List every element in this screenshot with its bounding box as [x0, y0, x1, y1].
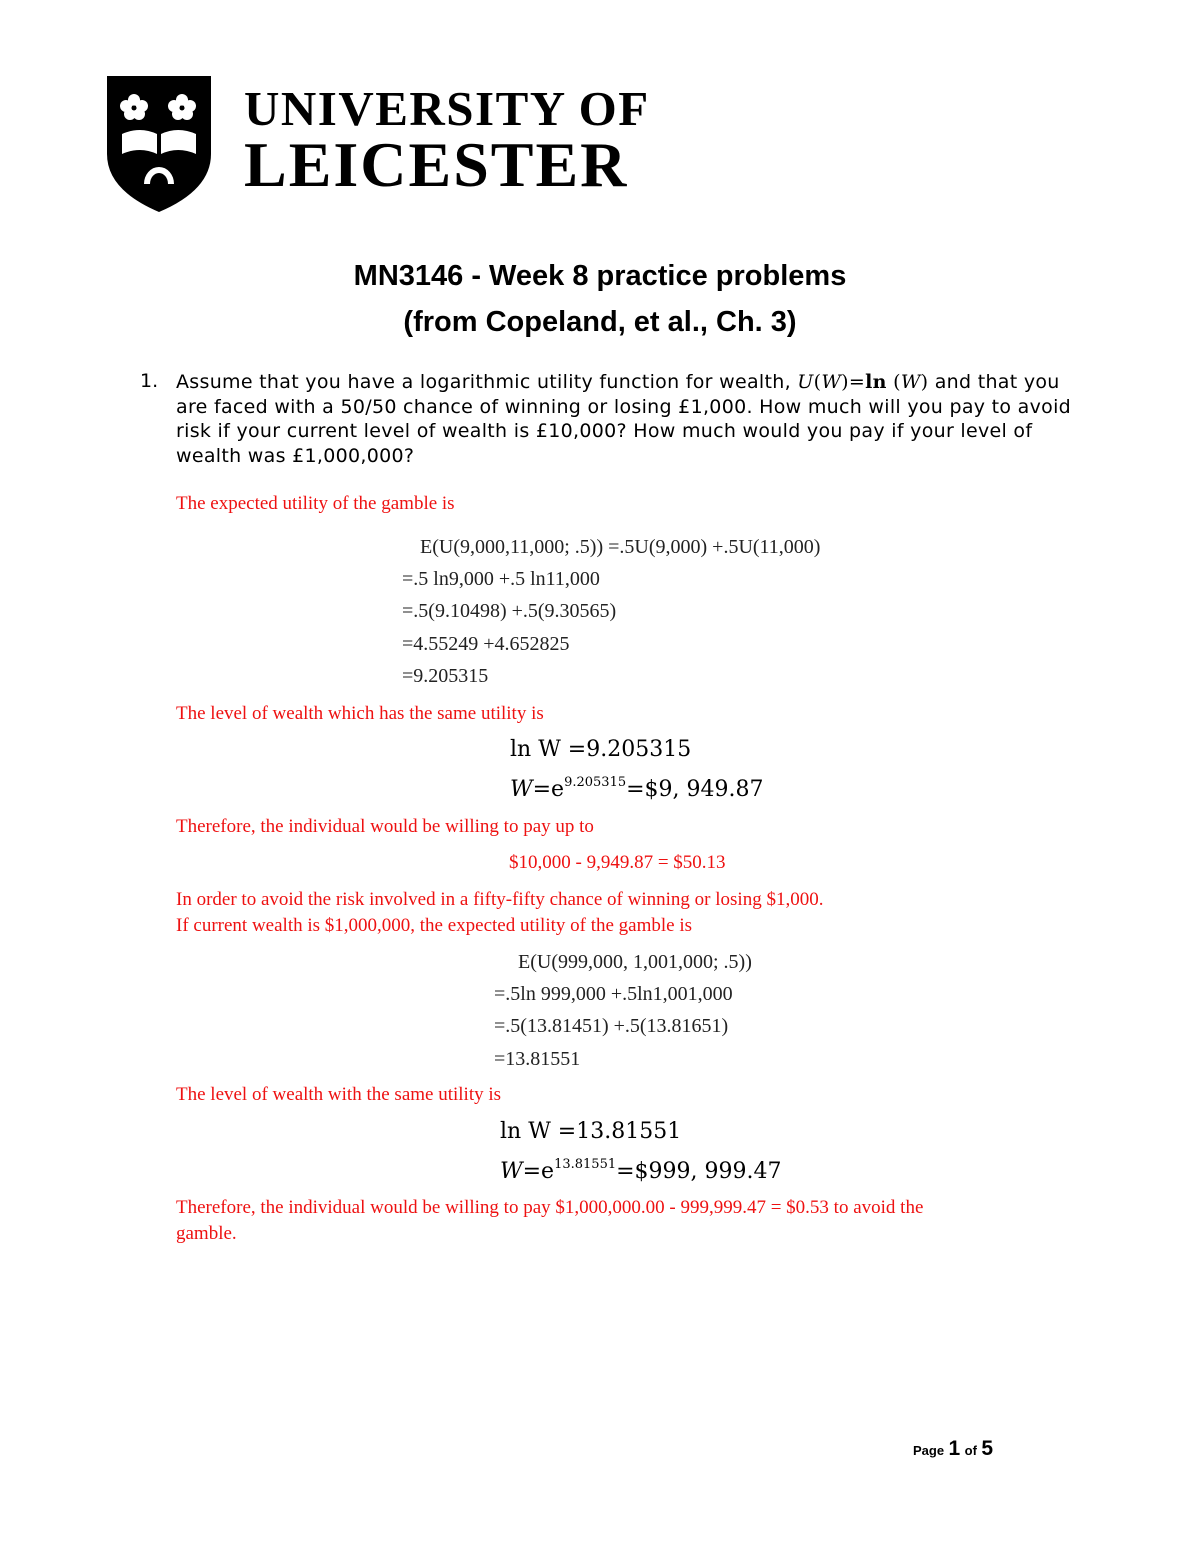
question-text-part-a: Assume that you have a logarithmic utility function for wealth,: [176, 371, 791, 393]
therefore-text-2-cont: gamble.: [176, 1223, 237, 1244]
formula-equals: =: [848, 371, 866, 393]
ln-w-equation: ln W =9.205315: [510, 737, 692, 762]
logo-leicester: LEICESTER: [244, 129, 629, 200]
equation-line: =.5 ln9,000 +.5 ln11,000: [402, 568, 600, 590]
current-wealth-text: If current wealth is $1,000,000, the expected utility of the gamble is: [176, 915, 693, 936]
avoid-risk-text: In order to avoid the risk involved in a fifty-fifty chance of winning or losing $1,000.: [176, 889, 824, 910]
w-symbol: W: [510, 777, 533, 802]
w-exp-equation: [510, 776, 764, 801]
wealth-result: =$9, 949.87: [626, 777, 764, 802]
question-text-part-b: and: [934, 371, 972, 393]
equation-line: E(U(9,000,11,000; .5)) =.5U(9,000) +.5U(11,000): [420, 536, 821, 558]
question-text: Assume that you have a logarithmic utility function for wealth, U(W)=ln (W) and that you are faced with a 50/50 chance of winning or losing £1,000. How much will you pay to avoid risk if your current level of wealth is £10,000? How much would you pay if your level of wealth was £1,000,000?: [176, 371, 1072, 467]
payment-calculation: $10,000 - 9,949.87 = $50.13: [509, 852, 726, 873]
equation-line: =13.81551: [494, 1048, 581, 1070]
equation-line: =.5(13.81451) +.5(13.81651): [494, 1015, 729, 1037]
equals-e: =e: [532, 777, 565, 802]
therefore-text-2: Therefore, the individual would be willing to pay $1,000,000.00 - 999,999.47 = $0.53 to avoid the: [176, 1197, 924, 1218]
w-symbol: W: [500, 1159, 523, 1184]
of-word: of: [964, 1443, 977, 1458]
exponent: 13.81551: [554, 1157, 617, 1172]
expected-utility-intro: The expected utility of the gamble is: [176, 493, 455, 514]
wealth-result: =$999, 999.47: [616, 1159, 782, 1184]
utility-symbol: U: [797, 371, 814, 393]
w-exp-equation-2: [500, 1158, 782, 1183]
equation-line: E(U(999,000, 1,001,000; .5)): [518, 951, 752, 973]
wealth-symbol: W: [821, 371, 842, 393]
ln-w-equation-2: ln W =13.81551: [500, 1119, 682, 1144]
page-number: 1: [948, 1437, 961, 1460]
equation-line: =.5(9.10498) +.5(9.30565): [402, 600, 617, 622]
page-word: Page: [913, 1443, 945, 1458]
level-wealth-intro: The level of wealth which has the same utility is: [176, 703, 544, 724]
page-subtitle: (from Copeland, et al., Ch. 3): [403, 306, 797, 338]
equation-line: =4.55249 +4.652825: [402, 633, 570, 655]
university-shield-logo: [104, 72, 214, 214]
formula-ln: ln: [865, 371, 887, 393]
equals-e: =e: [522, 1159, 555, 1184]
question-text-part-c: that you are faced with a 50/50 chance of winning or losing £1,000. How much will you pay to avoid risk if your current level of wealth is £10,000? How much would you pay if your level of wealth was £1,000,000?: [176, 371, 1072, 467]
exponent: 9.205315: [564, 775, 627, 790]
question-number: 1.: [140, 370, 159, 392]
page-title: MN3146 - Week 8 practice problems: [353, 260, 847, 292]
wealth-symbol-2: W: [900, 371, 921, 393]
equation-line: =9.205315: [402, 665, 489, 687]
page-total: 5: [981, 1437, 994, 1460]
page-footer: [913, 1437, 993, 1461]
equation-line: =.5ln 999,000 +.5ln1,001,000: [494, 983, 733, 1005]
level-wealth-intro-2: The level of wealth with the same utility is: [176, 1084, 502, 1105]
therefore-text: Therefore, the individual would be willing to pay up to: [176, 816, 594, 837]
logo-university-of: UNIVERSITY OF: [244, 81, 650, 136]
